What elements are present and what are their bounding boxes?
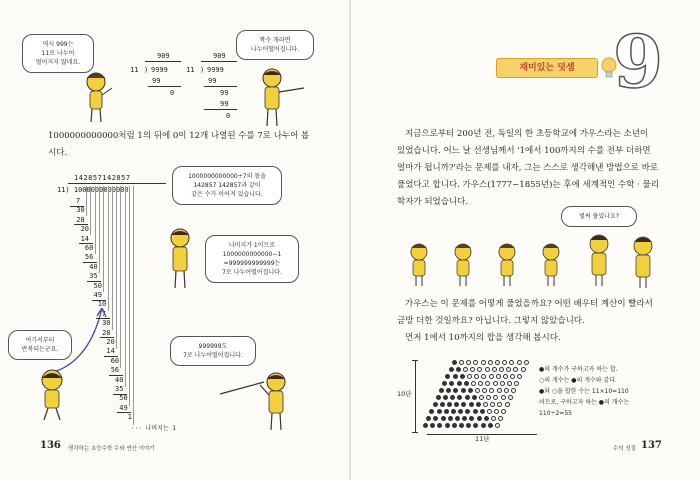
long-division-step: 50 — [93, 281, 102, 290]
diagram-dot — [472, 395, 477, 400]
diagram-dot — [498, 416, 503, 421]
long-division-step: 7 — [101, 309, 107, 318]
diagram-dot — [465, 409, 470, 414]
diagram-dot — [499, 367, 504, 372]
diagram-dot — [504, 388, 509, 393]
diagram-dot — [500, 381, 505, 386]
long-division-step: 20 — [106, 338, 115, 346]
diagram-dot — [476, 402, 481, 407]
diagram-dot — [469, 402, 474, 407]
diagram-dot — [456, 367, 461, 372]
diagram-dot — [437, 409, 442, 414]
long-division-step: 14 — [80, 234, 90, 243]
diagram-dot — [502, 360, 507, 365]
long-division-step: 40 — [115, 375, 124, 384]
diagram-dot — [477, 367, 482, 372]
long-division-step: 28 — [102, 328, 111, 337]
diagram-dot — [461, 402, 466, 407]
section-number: 9 — [613, 19, 664, 104]
diagram-dot — [497, 388, 502, 393]
long-division-step: 10 — [97, 300, 107, 309]
diagram-dot — [479, 395, 484, 400]
diagram-dot — [454, 402, 459, 407]
diagram-dot — [455, 416, 460, 421]
diagram-note: ●와 ○을 합한 수는 11×10=110 — [539, 388, 629, 395]
diagram-dot — [490, 402, 495, 407]
diagram-dot — [477, 416, 482, 421]
speech-bubble-top-left: 역시 999는 11로 나누어 떨어지지 않네요. — [22, 34, 94, 73]
diagram-dot — [481, 374, 486, 379]
diagram-dot — [470, 367, 475, 372]
diagram-dot — [517, 374, 522, 379]
diagram-dot — [444, 409, 449, 414]
diagram-dot — [486, 395, 491, 400]
classroom-children-icon — [407, 232, 677, 288]
diagram-dot — [467, 374, 472, 379]
diagram-dot — [492, 367, 497, 372]
diagram-dot — [478, 381, 483, 386]
diagram-dot — [468, 388, 473, 393]
diagram-dot — [487, 409, 492, 414]
diagram-dot — [501, 395, 506, 400]
diagram-dot — [484, 416, 489, 421]
diagram-dot — [457, 395, 462, 400]
long-division-step: 40 — [89, 262, 98, 271]
diagram-dot — [445, 423, 450, 428]
diagram-dot — [511, 388, 516, 393]
diagram-dot — [448, 416, 453, 421]
diagram-dot — [440, 402, 445, 407]
diagram-dot — [473, 423, 478, 428]
gauss-paragraph: 지금으로부터 200년 전, 독일의 한 초등학교에 가우스라는 소년이 있었습니다. 어느 날 선생님께서 '1에서 100까지의 수를 전부 더하면 얼마가 됩니까?'라는 문제를 내자, 그는 스스로 생각해낸 방법으로 바로 풀었다고 합니다. 가우스(1777~1855년)는 후에 세계적인 수학 · 물리학자가 되었습니다. — [397, 129, 659, 207]
intro-paragraph: 1000000000000처럼 1의 뒤에 0이 12개 나열된 수를 7로 나누어 봅시다. — [48, 131, 310, 158]
diagram-dot — [459, 423, 464, 428]
diagram-dot — [495, 360, 500, 365]
diagram-dot — [507, 381, 512, 386]
diagram-dot — [447, 402, 452, 407]
diagram-dot — [442, 381, 447, 386]
teacher-character-icon — [163, 226, 197, 290]
right-page — [351, 0, 700, 480]
diagram-dot — [466, 423, 471, 428]
diagram-dot — [482, 388, 487, 393]
diagram-dot — [494, 409, 499, 414]
diagram-xlabel: 11단 — [475, 435, 490, 443]
long-division-step: 60 — [110, 356, 120, 365]
diagram-dot — [495, 423, 500, 428]
diagram-dot — [473, 409, 478, 414]
diagram-dot — [423, 423, 428, 428]
diagram-dot — [517, 360, 522, 365]
teacher-character-icon — [248, 66, 308, 130]
diagram-dot — [473, 360, 478, 365]
diagram-dot — [446, 388, 451, 393]
diagram-dot — [469, 416, 474, 421]
page-number-left: 136 — [40, 440, 61, 451]
diagram-dot — [464, 381, 469, 386]
diagram-dot — [460, 374, 465, 379]
diagram-dot — [488, 360, 493, 365]
diagram-dot — [491, 416, 496, 421]
diagram-dot — [505, 402, 510, 407]
diagram-dot — [433, 402, 438, 407]
diagram-dot — [457, 381, 462, 386]
diagram-dot — [475, 388, 480, 393]
speech-bubble-999999: 999999도 7로 나누어떨어집니다. — [170, 336, 256, 366]
long-division-step: 30 — [76, 206, 85, 215]
diagram-dot — [481, 423, 486, 428]
long-division-step: 28 — [76, 215, 85, 224]
diagram-dot — [503, 374, 508, 379]
diagram-dot — [496, 374, 501, 379]
diagram-dot — [433, 416, 438, 421]
long-division-step: 7 — [76, 197, 81, 205]
long-division-step: 56 — [110, 366, 120, 375]
diagram-dot — [426, 416, 431, 421]
diagram-dot — [510, 374, 515, 379]
speech-bubble-remainder-note: 나머지가 1이므로 1000000000000−1 =999999999999는 7로 나누어떨어집니다. — [205, 235, 299, 283]
diagram-dot — [501, 409, 506, 414]
long-division-step: 35 — [89, 272, 98, 281]
long-division-step: 49 — [93, 291, 102, 299]
diagram-dot — [437, 423, 442, 428]
question-paragraph: 가우스는 이 문제를 어떻게 풀었을까요? 어떤 배우터 계산이 빨라서 금방 더한 것일까요? 아닙니다. 그렇지 않았습니다. — [397, 299, 653, 326]
dot-triangle-diagram — [397, 354, 547, 443]
long-division-step: 30 — [102, 319, 111, 328]
diagram-dot — [489, 374, 494, 379]
diagram-dot — [449, 367, 454, 372]
diagram-dot — [452, 423, 457, 428]
long-division-step: 35 — [115, 385, 124, 393]
long-division-step: 60 — [84, 244, 94, 252]
diagram-dot — [506, 367, 511, 372]
diagram-notes — [539, 364, 629, 419]
diagram-note: ●의 개수가 구하고자 하는 합. — [539, 366, 618, 373]
diagram-dot — [493, 381, 498, 386]
diagram-dot — [453, 374, 458, 379]
section-label: 재미있는 덧셈 — [496, 58, 598, 78]
diagram-dot — [489, 388, 494, 393]
diagram-dot — [436, 395, 441, 400]
speech-bubble-already-solved: 벌써 풀었나요? — [561, 206, 637, 227]
diagram-ylabel: 10단 — [397, 390, 412, 398]
diagram-dot — [488, 423, 493, 428]
diagram-dot — [481, 360, 486, 365]
diagram-dot — [466, 360, 471, 365]
speech-bubble-top-right: 짝수 개라면 나누어떨어집니다. — [236, 30, 314, 60]
diagram-dot — [463, 367, 468, 372]
diagram-dot — [430, 423, 435, 428]
left-page: 역시 999는 11로 나누어 떨어지지 않네요. 909 11 ) 9999 99 0 909 11 ) 9999 99 99 99 0 짝수 개라면 나누어떨어집니다. 1000000000000처럼 1의 뒤에 0이 12개 나열된 수를 7로 나누어 봅시다. 142857142857 11) 1000000000000 7 30 28 20 14 60 56 40 35 50 49 10 7 30 28 20 14 60 56 40 35 50 49 1 ··· 나머지는 1 1000000000000÷7의 몫을 142857 142857과 같이 같은 수가 이어져 있습니다. 나머지가 1이므로 1000000000000−1 =999999999999는 7로 나누어떨어집니다. 여기서부터 반복되는군요. 999999도 7로 나누어떨어집니다. 136 생각하는 초등수학 수와 연산 이야기 — [0, 0, 349, 480]
diagram-dot — [509, 360, 514, 365]
diagram-dot — [524, 360, 529, 365]
diagram-dot — [439, 388, 444, 393]
long-division-step: 14 — [106, 347, 115, 356]
diagram-dot — [441, 416, 446, 421]
diagram-dot — [521, 367, 526, 372]
diagram-dot — [459, 360, 464, 365]
speech-bubble-repeat: 여기서부터 반복되는군요. — [8, 330, 72, 360]
diagram-note: ○의 개수는 ●의 개수와 같다. — [539, 377, 617, 384]
diagram-dot — [465, 395, 470, 400]
diagram-dot — [514, 381, 519, 386]
sum-prompt-paragraph: 먼저 1에서 10까지의 합을 생각해 봅시다. — [405, 333, 561, 343]
diagram-dot — [480, 409, 485, 414]
long-division-step: 1 — [127, 413, 132, 422]
long-division-step: 49 — [119, 403, 128, 412]
diagram-dot — [493, 395, 498, 400]
long-division-step: 20 — [80, 225, 90, 234]
student-character-icon — [32, 368, 74, 424]
diagram-dot — [483, 402, 488, 407]
page-number-right: 137 — [641, 440, 662, 451]
diagram-dot — [452, 360, 457, 365]
diagram-dot — [474, 374, 479, 379]
diagram-dot — [508, 395, 513, 400]
diagram-dot — [513, 367, 518, 372]
diagram-dot — [461, 388, 466, 393]
diagram-dot — [449, 381, 454, 386]
diagram-dot — [451, 409, 456, 414]
diagram-dot — [458, 409, 463, 414]
diagram-note: 이므로, 구하고자 하는 ●의 개수는 — [539, 399, 630, 406]
diagram-dot — [471, 381, 476, 386]
diagram-dot — [443, 395, 448, 400]
diagram-dot — [453, 388, 458, 393]
long-division-step: 50 — [119, 394, 128, 403]
diagram-dot — [450, 395, 455, 400]
diagram-note: 110÷2=55 — [539, 410, 572, 417]
footer-title-right: 수의 성질 — [613, 446, 637, 452]
diagram-dot — [445, 374, 450, 379]
diagram-dot — [462, 416, 467, 421]
footer-title-left: 생각하는 초등수학 수와 연산 이야기 — [68, 446, 155, 452]
diagram-dot — [497, 402, 502, 407]
long-division-step: 56 — [84, 253, 94, 262]
diagram-dot — [429, 409, 434, 414]
teacher-pointing-icon — [218, 370, 298, 434]
diagram-dot — [485, 381, 490, 386]
diagram-dot — [485, 367, 490, 372]
speech-bubble-quotient-note: 1000000000000÷7의 몫을 142857 142857과 같이 같은 수가 이어져 있습니다. — [172, 166, 282, 205]
student-character-icon — [78, 70, 118, 126]
